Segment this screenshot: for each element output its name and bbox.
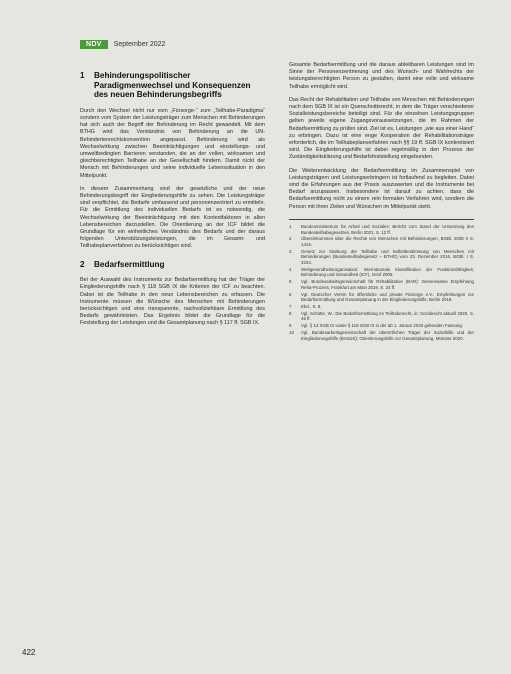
footnote-text: Ebd., S. 8. bbox=[301, 304, 322, 309]
page-number: 422 bbox=[22, 648, 36, 657]
body-paragraph: Gesamte Bedarfsermittlung und die daraus ableitbaren Leistungen sind im Sinne der Personenzentrierung und des Wunsch- und Wahlrechts der leistungsberechtigten Person zu gestalten, damit eine volle und wirksame Teilhabe ermöglicht wird. bbox=[289, 62, 474, 90]
section-2-heading bbox=[80, 260, 265, 270]
section-1-paragraph: In diesem Zusammenhang sind der gesetzliche und der neue Behinderungsbegriff der Eingliederungshilfe zu sehen. Die Leistungsträger sind verpflichtet, die Bedarfe umfassend und personenzentriert zu ermitteln. Für die Ermittlung des individuellen Bedarfs ist es notwendig, die Wechselwirkung der Beeinträchtigung mit den Kontextfaktoren in allen Lebensbereichen darzustellen. Die Orientierung an der ICF bildet die Grundlage für ein einheitliches Verständnis des Bedarfs und der daraus folgenden Unterstützungsleistungen, die im Gesamt- und Teilhabeplanverfahren zu berücksichtigen sind. bbox=[80, 185, 265, 250]
footnote-number: 8 bbox=[289, 310, 292, 316]
section-2-title: Bedarfsermittlung bbox=[94, 259, 165, 269]
footnote-text: Vgl. Deutscher Verein für öffentliche und private Fürsorge e.V.: Empfehlungen zur Bedarfsermittlung und Gesamtplanung in der Eingliederungshilfe, Berlin 2019. bbox=[301, 291, 474, 303]
footnote bbox=[289, 292, 474, 303]
footnote-number: 1 bbox=[289, 223, 292, 229]
footnote-number: 7 bbox=[289, 304, 292, 309]
journal-badge: NDV bbox=[80, 40, 108, 49]
footnote bbox=[289, 323, 474, 329]
footnote-number: 2 bbox=[289, 236, 292, 242]
left-column bbox=[80, 62, 265, 334]
body-paragraph: Die Weiterentwicklung der Bedarfsermittlung im Zusammenspiel von Leistungsträgern und Leistungserbringern ist fortlaufend zu begleiten. Dabei sind die Erfahrungen aus der Praxis auszuwerten und die Instrumente bei Bedarf anzupassen. Insbesondere ist darauf zu achten, dass die Bedarfsermittlung nicht zu einem rein formalen Verfahren wird, sondern die Person mit ihren Zielen und Wünschen im Mittelpunkt steht. bbox=[289, 167, 474, 210]
footnote-text: Gesetz zur Stärkung der Teilhabe und Selbstbestimmung von Menschen mit Behinderungen (Bundesteilhabegesetz – BTHG) vom 23. Dezember 2016, BGBl. I S. 3234. bbox=[301, 248, 474, 266]
page-header bbox=[80, 40, 165, 49]
section-2-paragraph: Bei der Auswahl des Instruments zur Bedarfsermittlung hat der Träger der Eingliederungshilfe nach § 118 SGB IX die Kriterien der ICF zu beachten. Dabei ist die Teilhabe in den neun Lebensbereichen zu erfassen. Die Instrumente müssen die Wünsche des Menschen mit Behinderungen berücksichtigen und eine transparente, nachvollziehbare Ermittlung des Bedarfs gewährleisten. Das Ergebnis bildet die Grundlage für die Feststellung der Leistungen und die Gesamtplanung nach § 117 ff. SGB IX. bbox=[80, 277, 265, 327]
footnote-number: 10 bbox=[289, 329, 294, 335]
footnote bbox=[289, 224, 474, 235]
footnote-number: 6 bbox=[289, 291, 292, 297]
section-2-number: 2 bbox=[80, 259, 85, 269]
footnote-text: Weltgesundheitsorganisation: Internationale Klassifikation der Funktionsfähigkeit, Behinderung und Gesundheit (ICF), Genf 2005. bbox=[301, 266, 474, 278]
right-column bbox=[289, 62, 474, 342]
footnote bbox=[289, 236, 474, 247]
footnote bbox=[289, 249, 474, 266]
section-1-heading bbox=[80, 71, 265, 100]
footnote-text: Übereinkommen über die Rechte von Menschen mit Behinderungen, BGBl. 2008 II S. 1419. bbox=[301, 236, 474, 247]
section-1-paragraph: Durch den Wechsel nicht nur vom „Fürsorge-“ zum „Teilhabe-Paradigma“ sondern vom System der Leistungsträger zum Menschen mit Behinderungen hat sich auch der Begriff der Behinderung im Recht gewandelt. Mit dem BTHG wird das Verständnis von Behinderung an die UN-Behindertenrechtskonvention angepasst. Behinderung wird als Wechselwirkung zwischen Beeinträchtigungen und einstellungs- und umweltbedingten Barrieren verstanden, die an der vollen, wirksamen und gleichberechtigten Teilhabe an der Gesellschaft hindern. Damit rückt der Mensch mit Behinderungen und seine individuelle Lebenssituation in den Mittelpunkt. bbox=[80, 107, 265, 179]
footnote-number: 9 bbox=[289, 323, 292, 329]
footnotes bbox=[289, 224, 474, 341]
footnote-text: Vgl. Bundesarbeitsgemeinschaft für Rehabilitation (BAR): Gemeinsame Empfehlung Reha-Prozess, Frankfurt am Main 2019, S. 24 ff. bbox=[301, 279, 474, 290]
footnote-number: 5 bbox=[289, 279, 292, 285]
footnote bbox=[289, 267, 474, 278]
footnote-number: 4 bbox=[289, 266, 292, 272]
footnote bbox=[289, 304, 474, 310]
issue-date: September 2022 bbox=[113, 41, 166, 48]
footnote-number: 3 bbox=[289, 248, 292, 254]
section-1-title: Behinderungspolitischer Paradigmenwechsel und Konsequenzen des neuen Behinderungsbegriffs bbox=[94, 71, 251, 100]
footnote-text: Vgl. Schütte, W.: Die Bedarfsermittlung im Teilhaberecht, in: Sozialrecht aktuell 2020, S. 45 ff. bbox=[301, 310, 474, 322]
footnote-text: Bundesministerium für Arbeit und Soziales: Bericht zum Stand der Umsetzung des Bundesteilhabegesetzes, Berlin 2021, S. 12 ff. bbox=[301, 223, 474, 235]
body-paragraph: Das Recht der Rehabilitation und Teilhabe von Menschen mit Behinderungen nach dem SGB IX ist ein Querschnittsrecht, in dem die Träger verschiedener Sozialleistungsbereiche beteiligt sind. Für die einzelnen Leistungsgruppen gelten jeweils eigene Zugangsvoraussetzungen, die im Rahmen der Bedarfsermittlung zu prüfen sind. Ziel ist es, Leistungen „wie aus einer Hand“ zu erbringen. Dazu ist eine enge Kooperation der Rehabilitationsträger erforderlich, die im Teilhabeplanverfahren nach §§ 19 ff. SGB IX konkretisiert wird. Die Eingliederungshilfe ist dabei regelmäßig in den Prozess der Zuständigkeitsklärung und Bedarfsfeststellung eingebunden. bbox=[289, 96, 474, 161]
section-1-number: 1 bbox=[80, 71, 85, 80]
footnote-text: Vgl. § 13 SGB IX sowie § 118 SGB IX in der ab 1. Januar 2020 geltenden Fassung. bbox=[301, 323, 463, 329]
footnote-text: Vgl. Bundesarbeitsgemeinschaft der überörtlichen Träger der Sozialhilfe und der Eingliederungshilfe (BAGüS): Orientierungshilfe zur Gesamtplanung, Münster 2020. bbox=[301, 329, 474, 341]
footnote-divider bbox=[289, 219, 474, 220]
footnote bbox=[289, 330, 474, 341]
footnote bbox=[289, 279, 474, 290]
footnote bbox=[289, 311, 474, 322]
